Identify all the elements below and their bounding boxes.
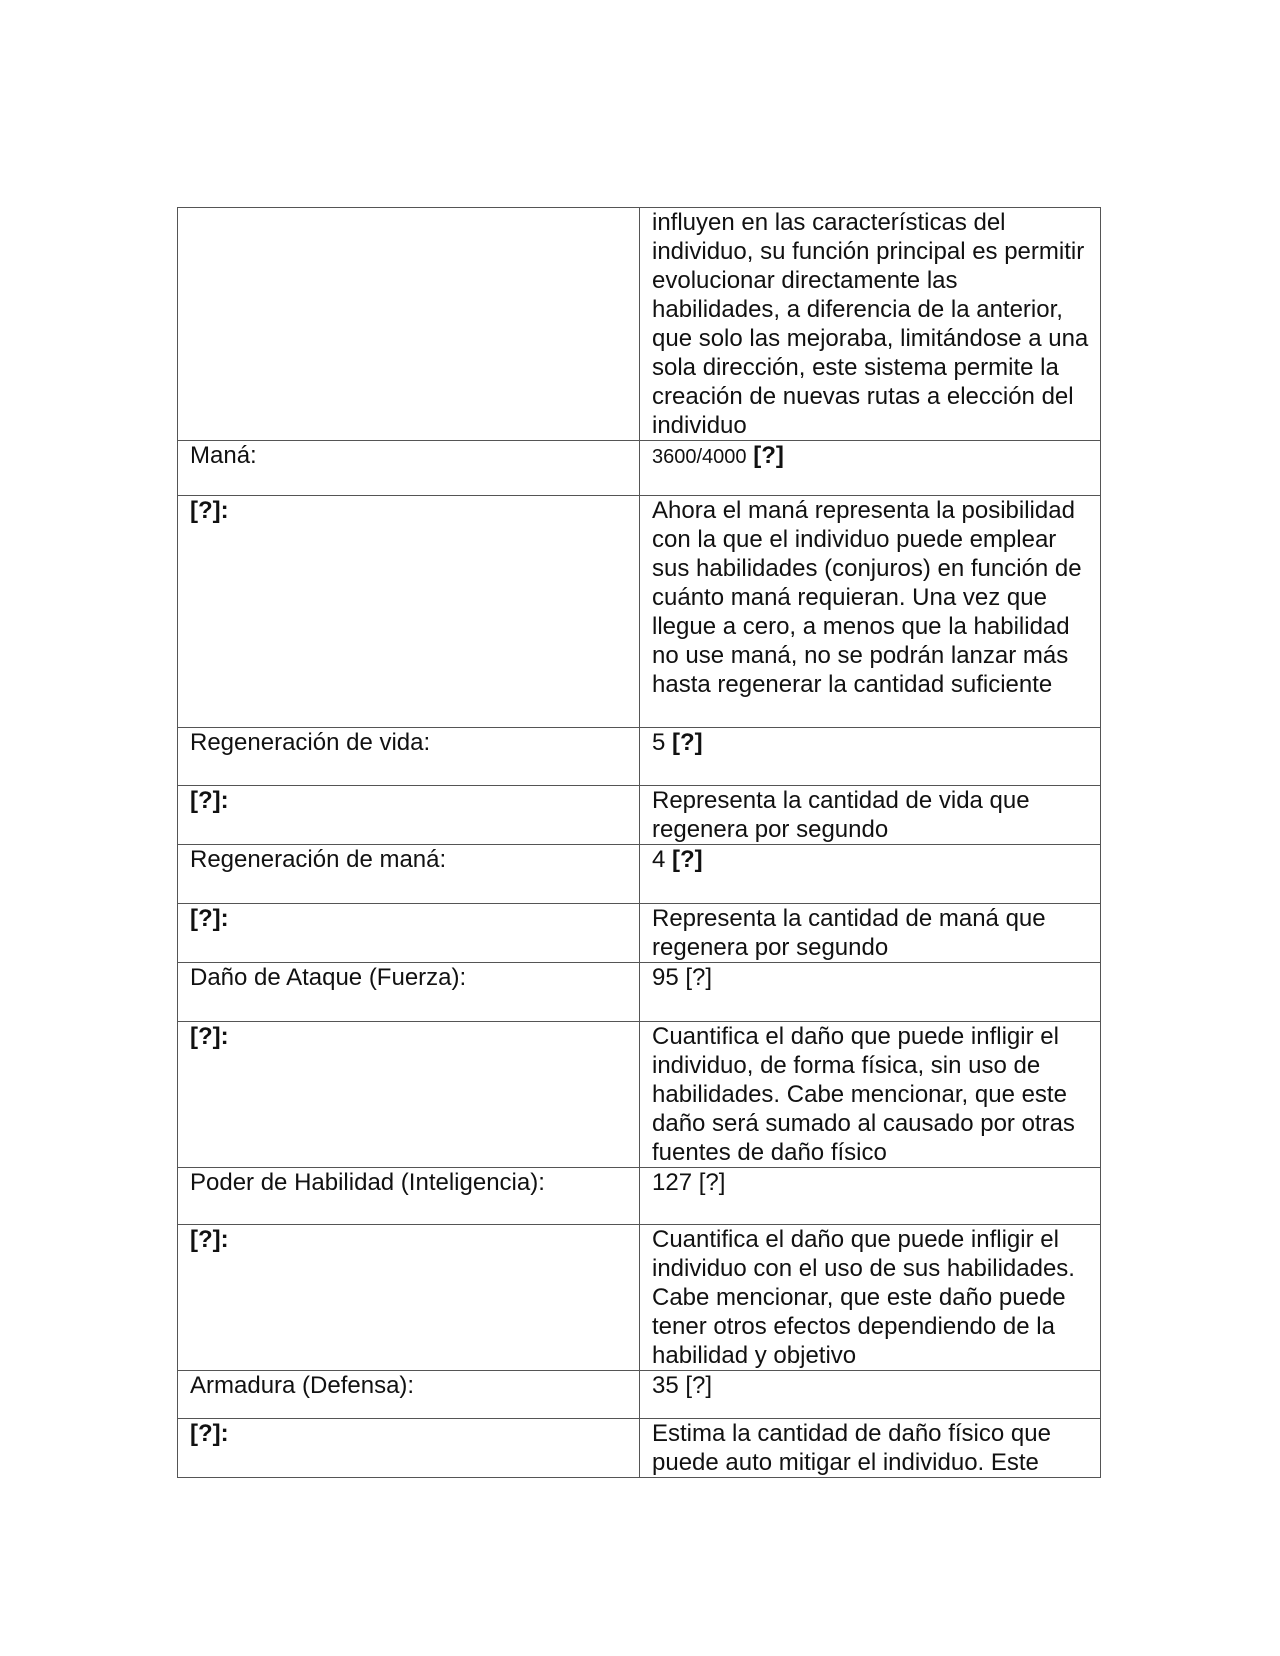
row-value — [640, 728, 1101, 786]
table-row — [178, 496, 1101, 728]
row-value: Cuantifica el daño que puede infligir el individuo con el uso de sus habilidades. Cabe mencionar, que este daño puede tener otros efectos dependiendo de la habilidad y objetivo — [640, 1225, 1101, 1371]
row-value: Cuantifica el daño que puede infligir el individuo, de forma física, sin uso de habilidades. Cabe mencionar, que este daño será sumado al causado por otras fuentes de daño físico — [640, 1022, 1101, 1168]
row-value — [640, 441, 1101, 496]
help-marker: [?] — [753, 442, 784, 469]
table-row — [178, 728, 1101, 786]
table-row — [178, 208, 1101, 441]
mana-regen-value: 4 — [652, 846, 666, 873]
stats-table — [177, 207, 1101, 1478]
help-marker: [?] — [672, 729, 703, 756]
row-label: Poder de Habilidad (Inteligencia): — [178, 1168, 640, 1225]
row-label: Daño de Ataque (Fuerza): — [178, 963, 640, 1022]
table-row — [178, 1371, 1101, 1419]
row-label — [178, 208, 640, 441]
table-row — [178, 845, 1101, 904]
row-value: Ahora el maná representa la posibilidad con la que el individuo puede emplear sus habilidades (conjuros) en función de cuánto maná requieran. Una vez que llegue a cero, a menos que la habilidad no use maná, no se podrán lanzar más hasta regenerar la cantidad suficiente — [640, 496, 1101, 728]
row-value: Estima la cantidad de daño físico que puede auto mitigar el individuo. Este — [640, 1419, 1101, 1478]
row-value: 127 [?] — [640, 1168, 1101, 1225]
row-label: [?]: — [178, 496, 640, 728]
row-value: 35 [?] — [640, 1371, 1101, 1419]
row-value: influyen en las características del individuo, su función principal es permitir evolucionar directamente las habilidades, a diferencia de la anterior, que solo las mejoraba, limitándose a una sola dirección, este sistema permite la creación de nuevas rutas a elección del individuo — [640, 208, 1101, 441]
mana-value: 3600/4000 — [652, 446, 747, 468]
row-label: [?]: — [178, 1419, 640, 1478]
row-label: [?]: — [178, 1225, 640, 1371]
row-value: Representa la cantidad de vida que regenera por segundo — [640, 786, 1101, 845]
row-label: Maná: — [178, 441, 640, 496]
row-value: 95 [?] — [640, 963, 1101, 1022]
table-row — [178, 786, 1101, 845]
row-label: [?]: — [178, 904, 640, 963]
row-label: Armadura (Defensa): — [178, 1371, 640, 1419]
table-row — [178, 963, 1101, 1022]
row-label: Regeneración de maná: — [178, 845, 640, 904]
table-row — [178, 904, 1101, 963]
row-value: Representa la cantidad de maná que regenera por segundo — [640, 904, 1101, 963]
row-label: [?]: — [178, 786, 640, 845]
table-row — [178, 441, 1101, 496]
life-regen-value: 5 — [652, 729, 666, 756]
table-row — [178, 1225, 1101, 1371]
table-row — [178, 1168, 1101, 1225]
row-value — [640, 845, 1101, 904]
row-label: [?]: — [178, 1022, 640, 1168]
help-marker: [?] — [672, 846, 703, 873]
table-row — [178, 1419, 1101, 1478]
row-label: Regeneración de vida: — [178, 728, 640, 786]
table-row — [178, 1022, 1101, 1168]
